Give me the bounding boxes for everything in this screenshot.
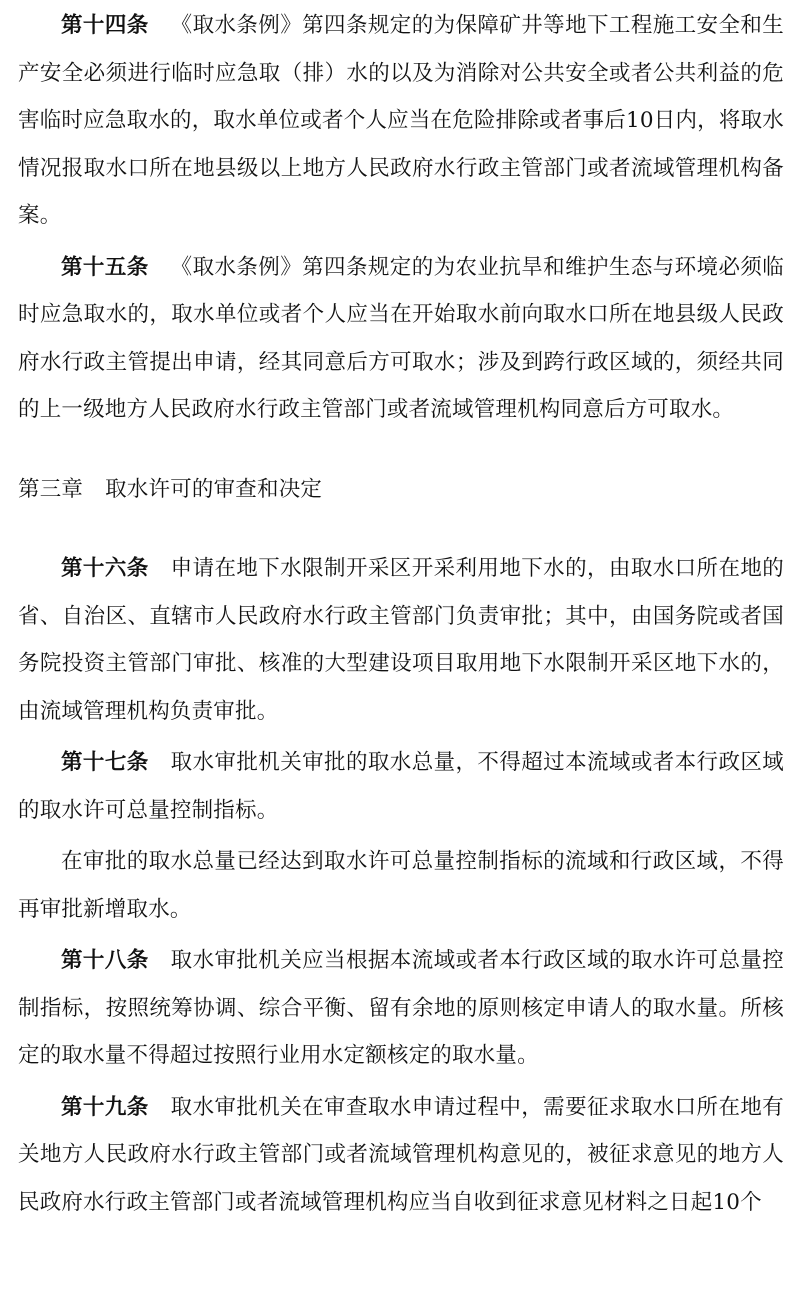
article-14 [18, 2, 784, 240]
article-17-continuation: 在审批的取水总量已经达到取水许可总量控制指标的流域和行政区域，不得再审批新增取水。 [18, 849, 784, 922]
article-text: 取水审批机关在审查取水申请过程中，需要征求取水口所在地有关地方人民政府水行政主管部门或者流域管理机构意见的，被征求意见的地方人民政府水行政主管部门或者流域管理机构应当自收到征求意见材料之日起10个 [18, 1094, 784, 1215]
document-page [18, 2, 784, 1226]
article-15 [18, 244, 784, 434]
chapter-title: 取水许可的审查和决定 [105, 476, 323, 502]
chapter-label: 第三章 [18, 476, 84, 502]
chapter-heading [18, 466, 784, 514]
article-17 [18, 739, 784, 834]
article-number: 第十七条 [61, 750, 149, 775]
article-text: 《取水条例》第四条规定的为农业抗旱和维护生态与环境必须临时应急取水的，取水单位或者个人应当在开始取水前向取水口所在地县级人民政府水行政主管提出申请，经其同意后方可取水；涉及到跨行政区域的，须经共同的上一级地方人民政府水行政主管部门或者流域管理机构同意后方可取水。 [18, 254, 784, 422]
article-number: 第十四条 [61, 13, 149, 38]
article-number: 第十八条 [61, 948, 149, 973]
article-16 [18, 545, 784, 735]
article-text: 取水审批机关审批的取水总量，不得超过本流域或者本行政区域的取水许可总量控制指标。 [18, 750, 784, 823]
article-text: 取水审批机关应当根据本流域或者本行政区域的取水许可总量控制指标，按照统筹协调、综合平衡、留有余地的原则核定申请人的取水量。所核定的取水量不得超过按照行业用水定额核定的取水量。 [18, 948, 784, 1068]
article-number: 第十五条 [61, 254, 149, 280]
article-text: 《取水条例》第四条规定的为保障矿井等地下工程施工安全和生产安全必须进行临时应急取（排）水的以及为消除对公共安全或者公共利益的危害临时应急取水的，取水单位或者个人应当在危险排除或者事后10日内，将取水情况报取水口所在地县级以上地方人民政府水行政主管部门或者流域管理机构备案。 [18, 13, 784, 228]
article-number: 第十九条 [61, 1094, 149, 1120]
article-number: 第十六条 [61, 556, 149, 581]
article-text: 申请在地下水限制开采区开采利用地下水的，由取水口所在地的省、自治区、直辖市人民政府水行政主管部门负责审批；其中，由国务院或者国务院投资主管部门审批、核准的大型建设项目取用地下水限制开采区地下水的，由流域管理机构负责审批。 [18, 556, 784, 724]
article-18 [18, 937, 784, 1080]
article-19 [18, 1084, 784, 1227]
